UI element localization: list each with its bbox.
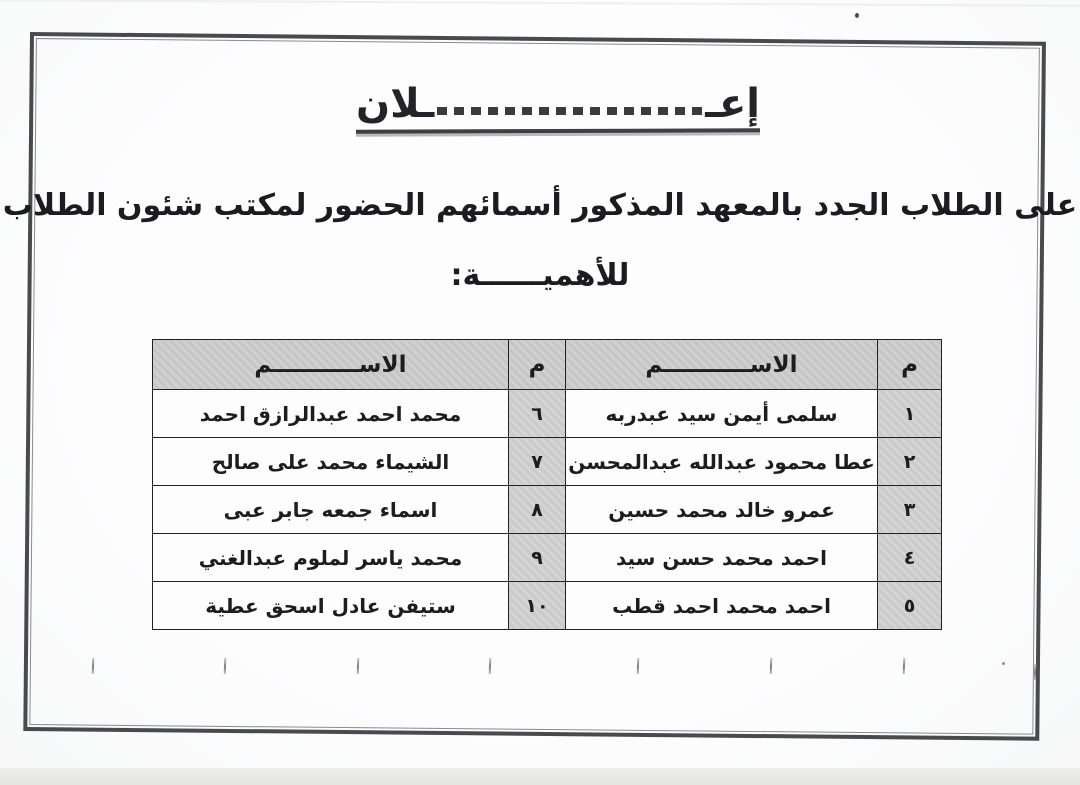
name-cell: اسماء جمعه جابر عبى [153, 486, 509, 534]
serial-cell: ٥ [878, 582, 942, 630]
title-end: ـلان [356, 81, 435, 127]
table-header-row [153, 340, 942, 390]
title-underline [356, 128, 760, 133]
scan-speck [855, 13, 859, 18]
announcement-title-text [356, 82, 760, 126]
serial-cell: ٣ [878, 486, 942, 534]
notice-body-line1: على الطلاب الجدد بالمعهد المذكور أسمائهم الحضور لمكتب شئون الطلاب [2, 188, 1078, 223]
name-cell: عمرو خالد محمد حسين [566, 486, 878, 534]
serial-cell: ١ [878, 390, 942, 438]
name-cell: ستيفن عادل اسحق عطية [153, 582, 509, 630]
scan-speck [1002, 662, 1005, 665]
name-header-left: الاســـــــــــم [153, 340, 509, 390]
table-row [153, 390, 942, 438]
name-cell: سلمى أيمن سيد عبدربه [566, 390, 878, 438]
scanner-bottom-band [0, 768, 1080, 785]
serial-cell: ١٠ [509, 582, 566, 630]
title-start: إعـ [705, 81, 760, 127]
serial-cell: ٩ [509, 534, 566, 582]
name-cell: الشيماء محمد على صالح [153, 438, 509, 486]
serial-header-right: م [878, 340, 942, 390]
name-cell: احمد محمد حسن سيد [566, 534, 878, 582]
table-row [153, 534, 942, 582]
serial-cell: ٧ [509, 438, 566, 486]
name-header-right: الاســـــــــــم [566, 340, 878, 390]
paper-edge-shadow [0, 0, 1080, 8]
name-cell: احمد محمد احمد قطب [566, 582, 878, 630]
table-row [153, 486, 942, 534]
name-cell: عطا محمود عبدالله عبدالمحسن [566, 438, 878, 486]
title-kashida-dashes [437, 107, 702, 115]
notice-body-line2: للأهميــــــة: [450, 258, 630, 293]
table-row [153, 438, 942, 486]
announcement-title [356, 82, 760, 133]
students-table-container [152, 339, 942, 630]
name-cell: محمد ياسر لملوم عبدالغني [153, 534, 509, 582]
table-row [153, 582, 942, 630]
students-table [152, 339, 942, 630]
name-cell: محمد احمد عبدالرازق احمد [153, 390, 509, 438]
serial-cell: ٢ [878, 438, 942, 486]
serial-header-left: م [509, 340, 566, 390]
serial-cell: ٦ [509, 390, 566, 438]
serial-cell: ٨ [509, 486, 566, 534]
serial-cell: ٤ [878, 534, 942, 582]
